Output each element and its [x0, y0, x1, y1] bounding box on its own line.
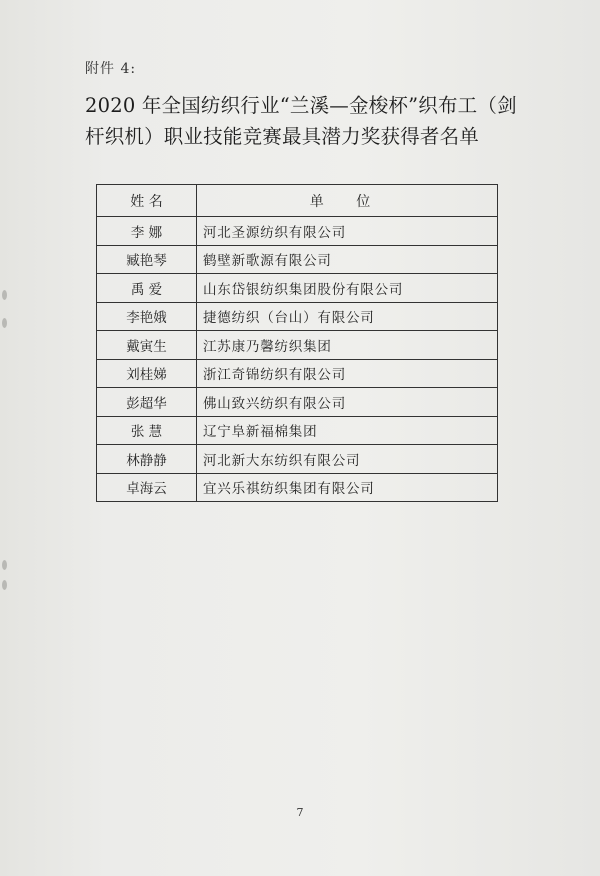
- header-name: 姓 名: [97, 185, 197, 217]
- table-row: [97, 331, 498, 360]
- page-number: 7: [296, 806, 304, 819]
- table-body: [97, 217, 498, 502]
- winner-name: 李艳娥: [97, 302, 197, 331]
- binding-hole-mark: [2, 560, 7, 570]
- winner-unit: 辽宁阜新福棉集团: [197, 416, 498, 445]
- table-row: [97, 245, 498, 274]
- winner-name: 臧艳琴: [97, 245, 197, 274]
- table-row: [97, 302, 498, 331]
- winner-unit: 河北新大东纺织有限公司: [197, 445, 498, 474]
- table-row: [97, 445, 498, 474]
- table-row: [97, 416, 498, 445]
- table-row: [97, 359, 498, 388]
- winner-unit: 宜兴乐祺纺织集团有限公司: [197, 473, 498, 502]
- binding-hole-mark: [2, 580, 7, 590]
- header-unit: 单 位: [197, 185, 498, 217]
- annex-label: 附件 4:: [85, 61, 137, 77]
- table-header-row: [97, 185, 498, 217]
- table-row: [97, 388, 498, 417]
- winner-unit: 浙江奇锦纺织有限公司: [197, 359, 498, 388]
- document-title: 2020 年全国纺织行业“兰溪—金梭杯”织布工（剑杆织机）职业技能竞赛最具潜力奖获得者名单: [85, 94, 517, 148]
- winner-name: 禹 爱: [97, 274, 197, 303]
- winner-unit: 捷德纺织（台山）有限公司: [197, 302, 498, 331]
- table-row: [97, 473, 498, 502]
- winner-name: 彭超华: [97, 388, 197, 417]
- winner-unit: 山东岱银纺织集团股份有限公司: [197, 274, 498, 303]
- winner-name: 卓海云: [97, 473, 197, 502]
- winner-name: 张 慧: [97, 416, 197, 445]
- winner-unit: 江苏康乃馨纺织集团: [197, 331, 498, 360]
- winner-unit: 鹤壁新歌源有限公司: [197, 245, 498, 274]
- binding-hole-mark: [2, 290, 7, 300]
- winner-name: 戴寅生: [97, 331, 197, 360]
- winner-name: 李 娜: [97, 217, 197, 246]
- binding-hole-mark: [2, 318, 7, 328]
- winner-name: 林静静: [97, 445, 197, 474]
- table-row: [97, 217, 498, 246]
- winners-table: [96, 184, 498, 502]
- winner-name: 刘桂娣: [97, 359, 197, 388]
- winner-unit: 佛山致兴纺织有限公司: [197, 388, 498, 417]
- table-row: [97, 274, 498, 303]
- winner-unit: 河北圣源纺织有限公司: [197, 217, 498, 246]
